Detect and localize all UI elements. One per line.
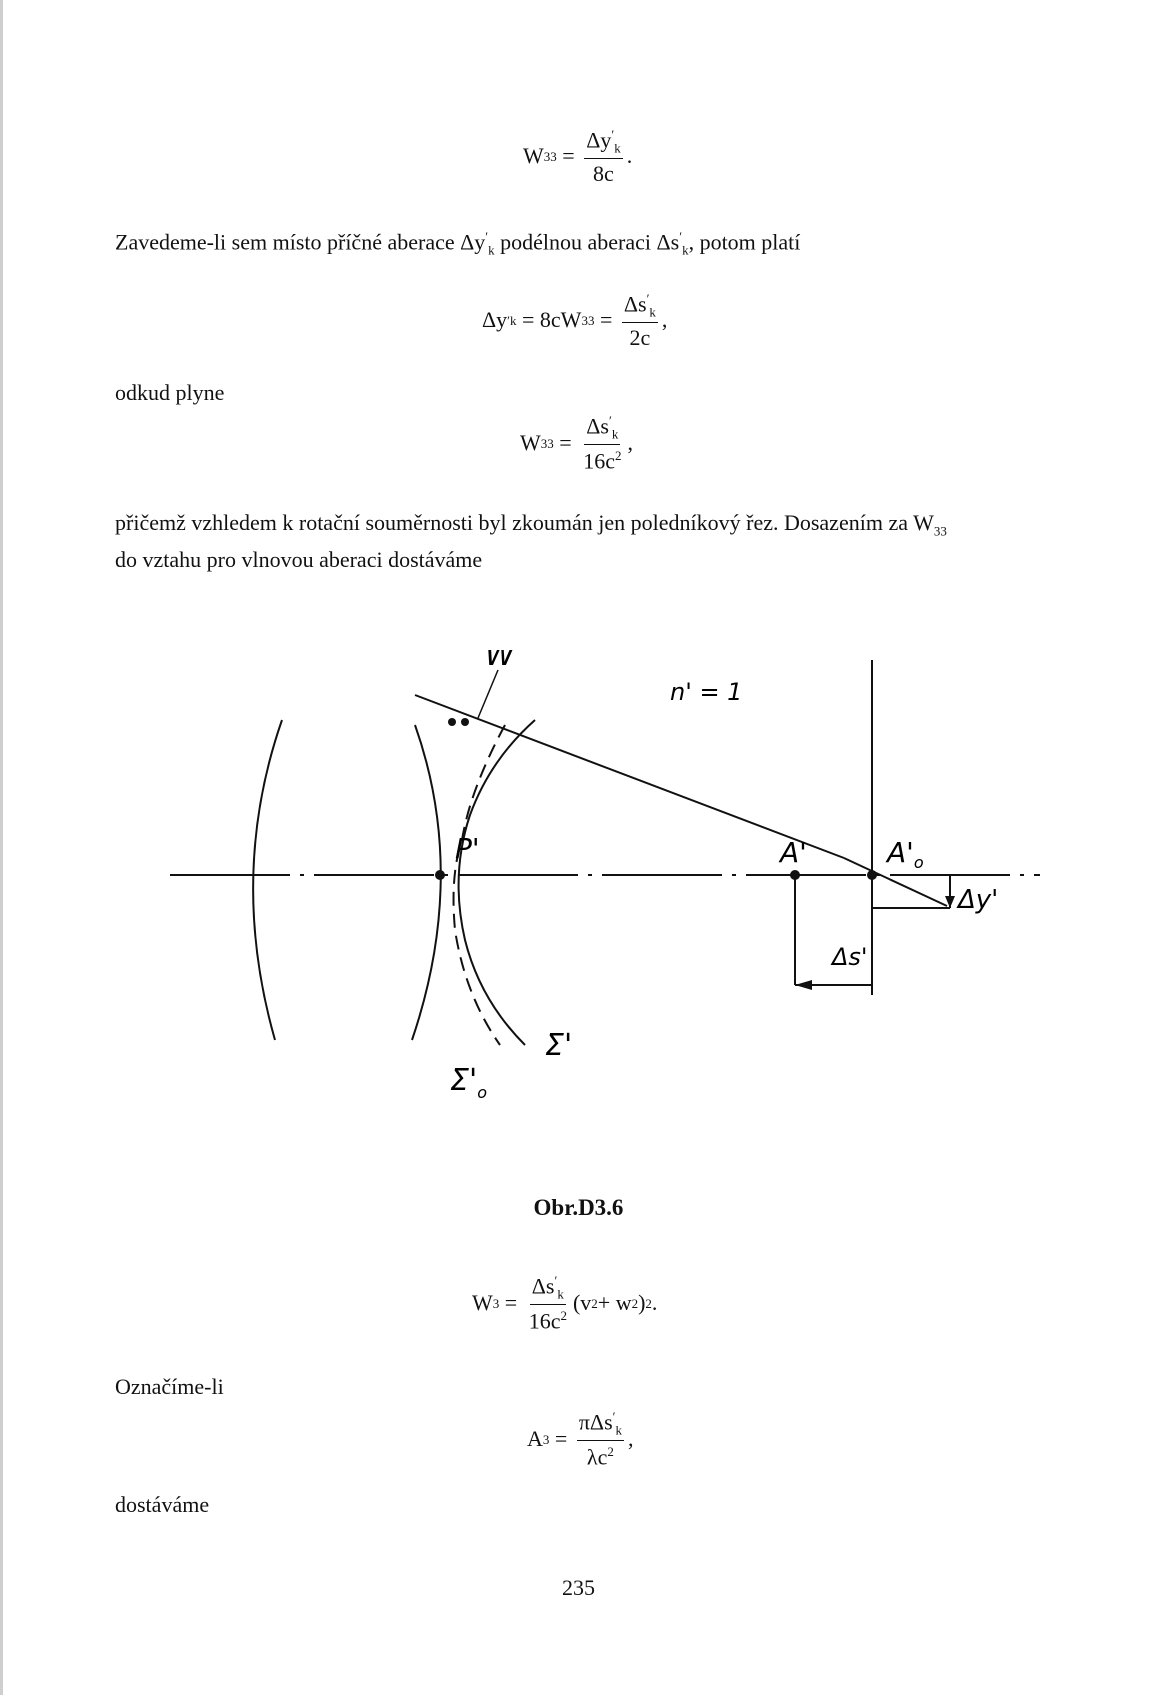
eq1-lhs: W (523, 143, 544, 169)
label-sigma0: $\Sigma'_o$ (450, 1063, 487, 1102)
equation-w33-transverse: W 33 = $\frac{\Delta y'_k}{8c}$ . (523, 127, 633, 186)
diagram-svg (150, 650, 1050, 1110)
point-ray-w2 (461, 718, 469, 726)
ds-arrow-head (795, 980, 812, 990)
label-a0: $A'_o$ (887, 836, 924, 872)
reference-sphere-sigma0 (454, 725, 505, 1045)
eq2-fraction: $\frac{\Delta s'_k}{2c}$ (623, 291, 656, 350)
equation-dy-relation: Δy ′ k = 8cW 33 = $\frac{\Delta s'_k}{2c}$ , (482, 291, 668, 350)
point-p (435, 870, 445, 880)
paragraph-intro: Zavedeme-li sem místo příčné aberace $\Delta y'_k$ podélnou aberaci $\Delta s'_k$, potom platí (115, 229, 801, 258)
label-n: n' = 1 (670, 678, 743, 706)
equation-w3: W 3 = $\frac{\Delta s'_k}{16c^2}$ (v 2 + w 2 ) 2 . (472, 1273, 658, 1334)
point-ray-w1 (448, 718, 456, 726)
wavefront-sigma (459, 720, 535, 1045)
lens-surface-1 (253, 720, 282, 1040)
figure-aberration-diagram (150, 650, 1050, 1115)
point-a0 (867, 870, 877, 880)
label-w: W (485, 650, 515, 673)
label-dy: Δy' (958, 885, 999, 915)
eq4-fraction: $\frac{\Delta s'_k}{16c^2}$ (528, 1273, 567, 1334)
eq5-fraction: $\frac{\pi\Delta s'_k}{\lambda c^2}$ (578, 1409, 622, 1470)
label-sigma: Σ' (545, 1028, 573, 1063)
equation-w33-longitudinal: W 33 = $\frac{\Delta s'_k}{16c^2}$ , (520, 413, 633, 474)
equation-a3: A 3 = $\frac{\pi\Delta s'_k}{\lambda c^2}$ , (527, 1409, 634, 1470)
eq1-fraction: $\frac{\Delta y'_k}{8c}$ (586, 127, 621, 186)
paragraph-substitution: přičemž vzhledem k rotační souměrnosti byl zkoumán jen poledníkový řez. Dosazením za $W_{33}$ do vztahu pro vlnovou aberaci dostáváme (115, 510, 947, 573)
lens-surface-2 (412, 725, 441, 1040)
scan-edge (0, 0, 3, 1695)
eq3-fraction: $\frac{\Delta s'_k}{16c^2}$ (583, 413, 622, 474)
label-ds: Δs' (832, 943, 868, 971)
w-leader (478, 670, 498, 718)
paragraph-dostavame: dostáváme (115, 1492, 210, 1517)
label-a: A' (780, 836, 807, 869)
paragraph-odkud: odkud plyne (115, 380, 225, 405)
page-number: 235 (562, 1575, 595, 1600)
paragraph-oznacime: Označíme-li (115, 1374, 224, 1399)
figure-caption: Obr.D3.6 (533, 1195, 624, 1220)
label-p: P' (455, 832, 480, 865)
